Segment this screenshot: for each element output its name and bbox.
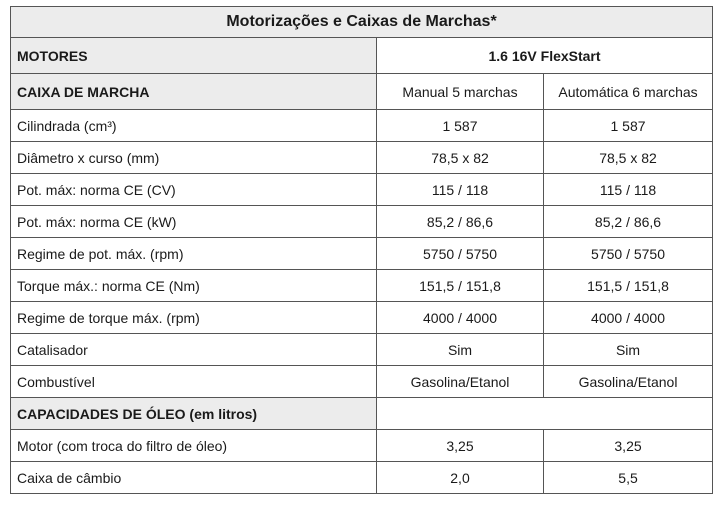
table-row — [11, 334, 713, 366]
table-row — [11, 238, 713, 270]
row-label: Catalisador — [11, 334, 377, 366]
row-value-automatica: Sim — [544, 334, 713, 366]
row-value-automatica: 4000 / 4000 — [544, 302, 713, 334]
table-row — [11, 302, 713, 334]
caixa-label: CAIXA DE MARCHA — [11, 74, 377, 110]
specifications-table — [10, 6, 713, 494]
motores-value: 1.6 16V FlexStart — [377, 38, 713, 74]
row-value-manual: 2,0 — [377, 462, 544, 494]
table-row — [11, 462, 713, 494]
row-value-automatica: Gasolina/Etanol — [544, 366, 713, 398]
row-value-automatica: 115 / 118 — [544, 174, 713, 206]
row-label: Torque máx.: norma CE (Nm) — [11, 270, 377, 302]
row-label: Cilindrada (cm³) — [11, 110, 377, 142]
row-value-manual: 78,5 x 82 — [377, 142, 544, 174]
row-label: Pot. máx: norma CE (kW) — [11, 206, 377, 238]
table-title: Motorizações e Caixas de Marchas* — [11, 7, 713, 38]
table-row — [11, 430, 713, 462]
row-label: Diâmetro x curso (mm) — [11, 142, 377, 174]
table-row — [11, 366, 713, 398]
caixa-manual: Manual 5 marchas — [377, 74, 544, 110]
row-value-manual: 115 / 118 — [377, 174, 544, 206]
row-label: Regime de pot. máx. (rpm) — [11, 238, 377, 270]
table-row — [11, 270, 713, 302]
table-row — [11, 142, 713, 174]
row-label: Caixa de câmbio — [11, 462, 377, 494]
table-row — [11, 174, 713, 206]
row-value-automatica: 78,5 x 82 — [544, 142, 713, 174]
row-value-automatica: 85,2 / 86,6 — [544, 206, 713, 238]
row-value-manual: 1 587 — [377, 110, 544, 142]
row-value-automatica: 5,5 — [544, 462, 713, 494]
table-row — [11, 110, 713, 142]
capacidades-empty-cell — [377, 398, 713, 430]
capacidades-label: CAPACIDADES DE ÓLEO (em litros) — [11, 398, 377, 430]
row-value-automatica: 151,5 / 151,8 — [544, 270, 713, 302]
row-value-manual: 4000 / 4000 — [377, 302, 544, 334]
row-label: Motor (com troca do filtro de óleo) — [11, 430, 377, 462]
row-value-manual: 151,5 / 151,8 — [377, 270, 544, 302]
row-label: Pot. máx: norma CE (CV) — [11, 174, 377, 206]
row-value-automatica: 5750 / 5750 — [544, 238, 713, 270]
row-value-automatica: 3,25 — [544, 430, 713, 462]
row-value-manual: 85,2 / 86,6 — [377, 206, 544, 238]
table-row — [11, 206, 713, 238]
row-value-manual: Gasolina/Etanol — [377, 366, 544, 398]
row-value-manual: Sim — [377, 334, 544, 366]
row-value-manual: 3,25 — [377, 430, 544, 462]
row-value-automatica: 1 587 — [544, 110, 713, 142]
row-label: Regime de torque máx. (rpm) — [11, 302, 377, 334]
row-value-manual: 5750 / 5750 — [377, 238, 544, 270]
row-label: Combustível — [11, 366, 377, 398]
caixa-automatica: Automática 6 marchas — [544, 74, 713, 110]
motores-label: MOTORES — [11, 38, 377, 74]
